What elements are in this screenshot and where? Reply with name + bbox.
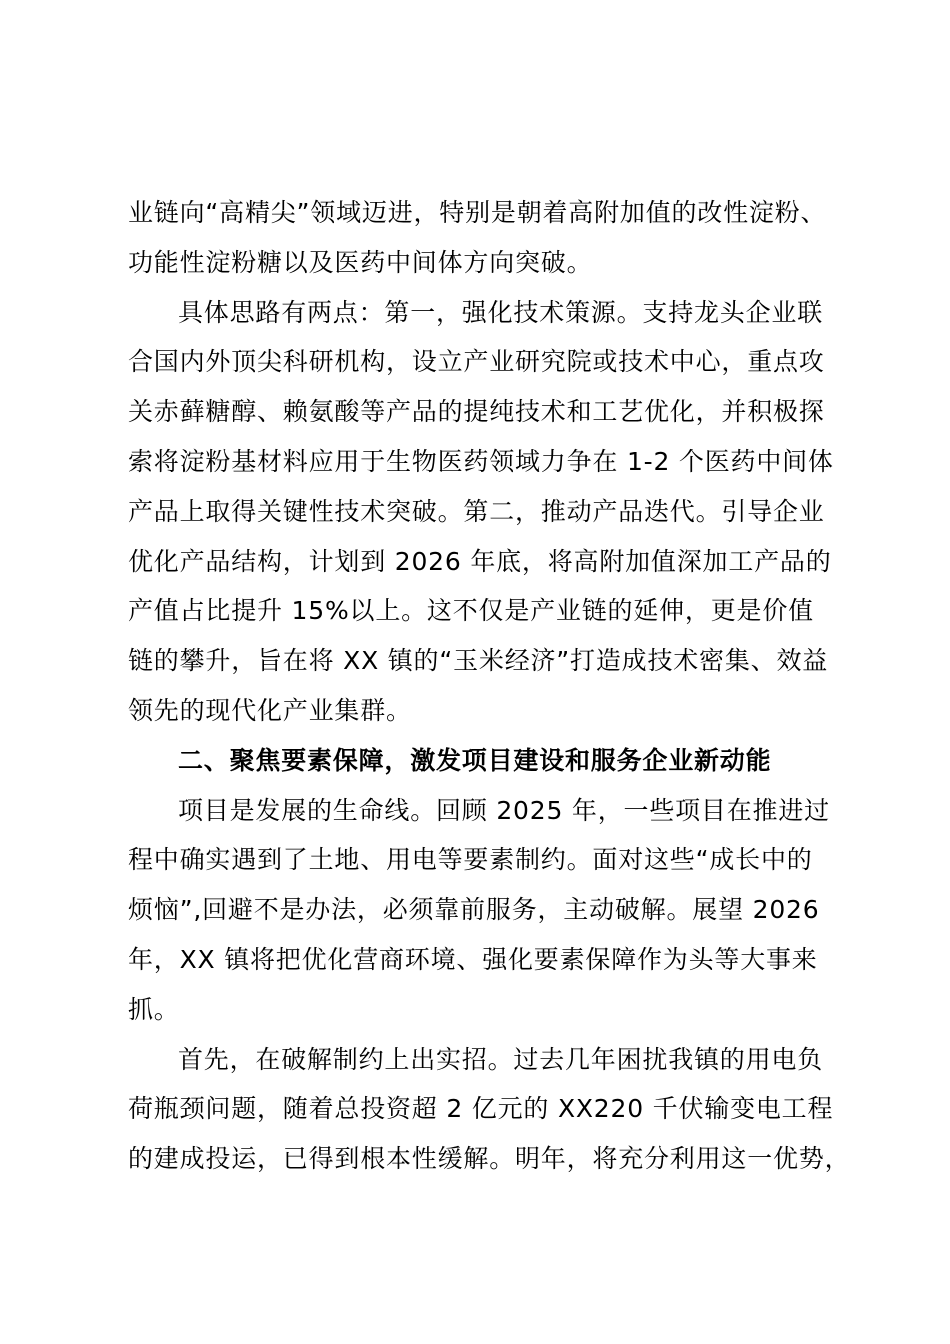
text-line: 程中确实遇到了土地、用电等要素制约。面对这些“成长中的 [128, 845, 813, 875]
document-page [128, 188, 851, 1184]
text-line: 产值占比提升 15%以上。这不仅是产业链的延伸，更是价值 [128, 596, 814, 626]
text-line: 首先，在破解制约上出实招。过去几年困扰我镇的用电负 [178, 1044, 824, 1074]
text-line: 烦恼”,回避不是办法，必须靠前服务，主动破解。展望 2026 [128, 895, 820, 925]
paragraph [128, 786, 848, 1035]
text-line: 项目是发展的生命线。回顾 2025 年，一些项目在推进过 [178, 795, 830, 825]
text-line: 产品上取得关键性技术突破。第二，推动产品迭代。引导企业 [128, 496, 825, 526]
text-line: 领先的现代化产业集群。 [128, 695, 412, 725]
paragraph [128, 288, 848, 736]
text-line: 优化产品结构，计划到 2026 年底，将高附加值深加工产品的 [128, 546, 832, 576]
text-line: 荷瓶颈问题，随着总投资超 2 亿元的 XX220 千伏输变电工程 [128, 1094, 834, 1124]
text-line: 功能性淀粉糖以及医药中间体方向突破。 [128, 247, 593, 277]
text-line: 抓。 [128, 994, 180, 1024]
text-line: 关赤藓糖醇、赖氨酸等产品的提纯技术和工艺优化，并积极探 [128, 397, 825, 427]
text-line: 二、聚焦要素保障，激发项目建设和服务企业新动能 [178, 745, 772, 775]
text-line: 链的攀升，旨在将 XX 镇的“玉米经济”打造成技术密集、效益 [128, 646, 829, 676]
text-line: 合国内外顶尖科研机构，设立产业研究院或技术中心，重点攻 [128, 347, 825, 377]
text-line: 业链向“高精尖”领域迈进，特别是朝着高附加值的改性淀粉、 [128, 198, 827, 227]
paragraph [128, 188, 848, 288]
section-heading [128, 736, 848, 786]
text-line: 具体思路有两点：第一，强化技术策源。支持龙头企业联 [178, 297, 824, 327]
text-line: 年，XX 镇将把优化营商环境、强化要素保障作为头等大事来 [128, 944, 818, 974]
text-line: 索将淀粉基材料应用于生物医药领域力争在 1-2 个医药中间体 [128, 446, 834, 476]
paragraph [128, 1035, 851, 1184]
text-line: 的建成投运，已得到根本性缓解。明年，将充分利用这一优势， [128, 1144, 851, 1174]
